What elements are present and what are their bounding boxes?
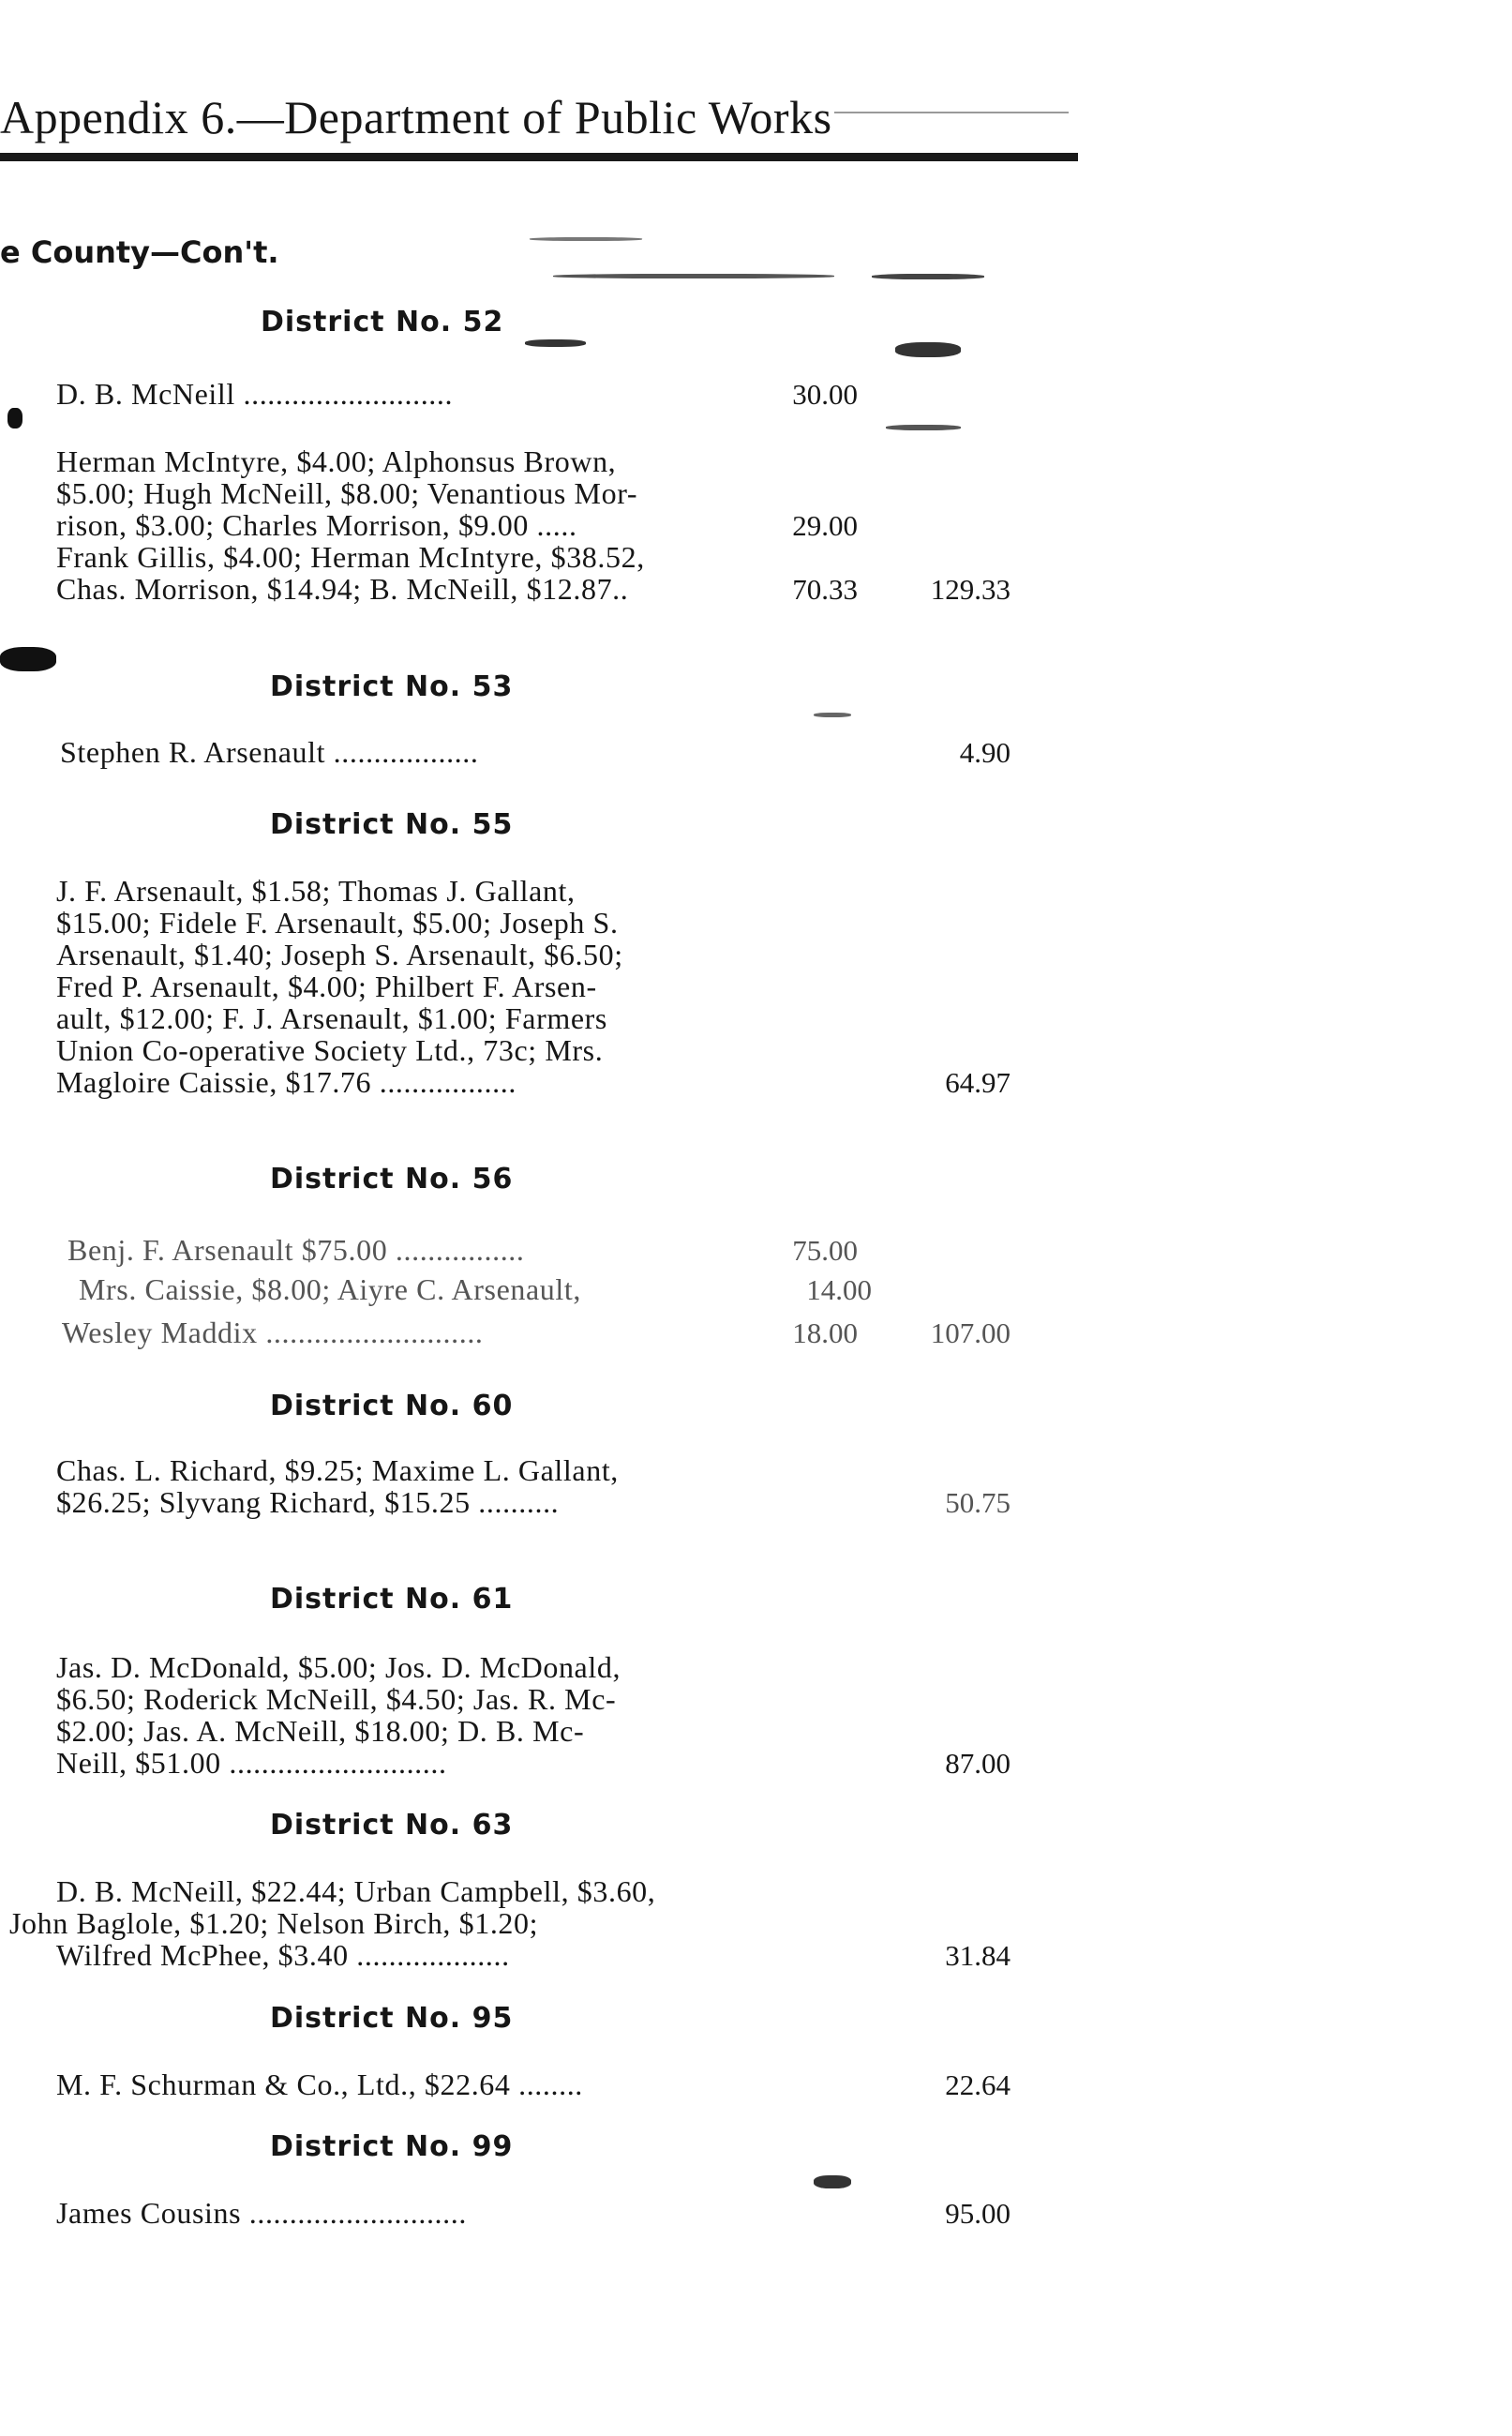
entry-line: Wilfred McPhee, $3.40 ................... [56,1938,510,1972]
entry-line: Benj. F. Arsenault $75.00 ................ [67,1233,525,1267]
district-total: 95.00 [945,2197,1010,2230]
section-title: e County—Con't. [0,234,279,270]
entry-line: Fred P. Arsenault, $4.00; Philbert F. Arsen- [56,970,597,1003]
district-heading: District No. 95 [270,2002,514,2035]
district-total: 4.90 [959,736,1010,769]
entry-amount: 75.00 [792,1234,858,1267]
entry-line: Mrs. Caissie, $8.00; Aiyre C. Arsenault, [79,1272,581,1306]
district-total: 22.64 [945,2068,1010,2101]
entry-line: M. F. Schurman & Co., Ltd., $22.64 ........ [56,2068,583,2101]
entry-line: D. B. McNeill, $22.44; Urban Campbell, $3.60, [56,1874,656,1908]
entry-line: ault, $12.00; F. J. Arsenault, $1.00; Farmers [56,1001,607,1035]
entry-amount: 18.00 [792,1316,858,1349]
entry-line: Stephen R. Arsenault .................. [60,735,479,769]
district-heading: District No. 61 [270,1583,514,1616]
entry-line: Union Co-operative Society Ltd., 73c; Mrs. [56,1033,604,1067]
district-heading: District No. 55 [270,808,514,841]
entry-line: D. B. McNeill .......................... [56,377,454,411]
entry-line: Jas. D. McDonald, $5.00; Jos. D. McDonald, [56,1650,621,1684]
entry-line: James Cousins ........................... [56,2196,467,2230]
entry-line: John Baglole, $1.20; Nelson Birch, $1.20; [9,1906,539,1940]
entry-line: $5.00; Hugh McNeill, $8.00; Venantious Mor- [56,476,638,510]
entry-line: Arsenault, $1.40; Joseph S. Arsenault, $6.50; [56,938,623,971]
district-total: 31.84 [945,1939,1010,1972]
district-total: 87.00 [945,1747,1010,1780]
entry-amount: 70.33 [792,573,858,606]
header-thin-rule [834,112,1069,113]
entry-amount: 29.00 [792,509,858,542]
entry-line: Wesley Maddix ........................... [62,1316,484,1349]
district-heading: District No. 56 [270,1163,514,1195]
entry-line: $6.50; Roderick McNeill, $4.50; Jas. R. Mc- [56,1682,617,1716]
entry-line: J. F. Arsenault, $1.58; Thomas J. Gallant, [56,874,576,908]
page-title: Appendix 6.—Department of Public Works [0,91,832,143]
district-total: 129.33 [930,573,1010,606]
entry-line: rison, $3.00; Charles Morrison, $9.00 ..... [56,508,577,542]
entry-line: $2.00; Jas. A. McNeill, $18.00; D. B. Mc- [56,1714,585,1748]
entry-line: Chas. Morrison, $14.94; B. McNeill, $12.87.. [56,572,629,606]
entry-line: $15.00; Fidele F. Arsenault, $5.00; Joseph S. [56,906,619,940]
entry-line: Frank Gillis, $4.00; Herman McIntyre, $38.52, [56,540,645,574]
district-total: 107.00 [930,1316,1010,1349]
entry-line: Neill, $51.00 ........................... [56,1746,447,1780]
entry-line: Magloire Caissie, $17.76 ................. [56,1065,516,1099]
entry-line: $26.25; Slyvang Richard, $15.25 .......... [56,1485,560,1519]
header-rule [0,153,1078,161]
district-total: 64.97 [945,1066,1010,1099]
entry-amount: 14.00 [806,1273,872,1306]
district-heading: District No. 63 [270,1809,514,1842]
district-total: 50.75 [945,1486,1010,1519]
district-heading: District No. 60 [270,1390,514,1422]
entry-line: Herman McIntyre, $4.00; Alphonsus Brown, [56,444,617,478]
district-heading: District No. 52 [261,306,504,338]
entry-line: Chas. L. Richard, $9.25; Maxime L. Gallant, [56,1453,619,1487]
district-heading: District No. 99 [270,2130,514,2163]
entry-amount: 30.00 [792,378,858,411]
district-heading: District No. 53 [270,670,514,703]
